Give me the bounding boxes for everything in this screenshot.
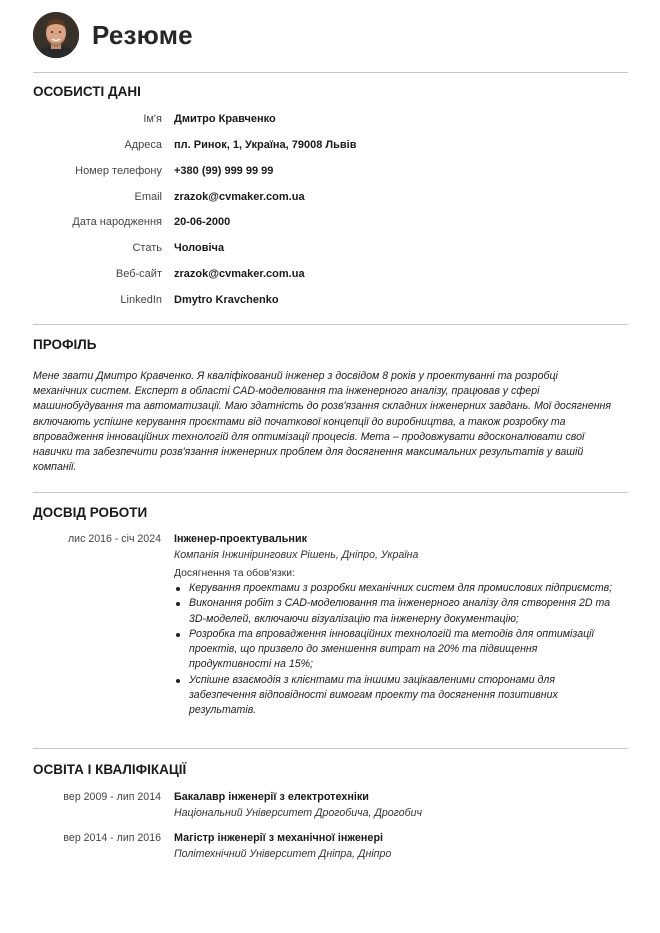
- bullet-icon: [176, 633, 180, 637]
- field-label: LinkedIn: [120, 294, 162, 306]
- education-degree: Магістр інженерії з механічної інженері: [174, 832, 384, 844]
- list-item: [174, 596, 630, 627]
- field-label: Email: [134, 191, 162, 203]
- education-school: Національний Університет Дрогобича, Дрогобич: [174, 807, 422, 819]
- section-divider: [33, 324, 628, 325]
- list-item-line: результатів.: [189, 704, 257, 717]
- experience-achievements-list: [174, 581, 630, 719]
- personal-row-website: [0, 265, 660, 283]
- education-date: вер 2009 - лип 2014: [63, 791, 161, 803]
- section-title-profile: ПРОФІЛЬ: [33, 337, 97, 352]
- profile-line: впровадження інноваційних технологій для оптимізації процесів. Мета – продовжувати вдосконалювати свої: [33, 430, 585, 443]
- list-item-line: проектів, що призвело до зменшення витрат на 20% та підвищення: [189, 643, 538, 656]
- education-school: Політехнічний Університет Дніпра, Дніпро: [174, 848, 392, 860]
- personal-row-birthdate: [0, 213, 660, 231]
- section-title-experience: ДОСВІД РОБОТИ: [33, 505, 148, 520]
- field-value: Дмитро Кравченко: [174, 113, 276, 125]
- list-item-line: 3D-моделей, включаючи візуалізацію та інженерну документацію;: [189, 612, 519, 625]
- experience-date: лис 2016 - січ 2024: [67, 533, 161, 545]
- list-item-line: Керування проектами з розробки механічних систем для промислових підприємств;: [189, 582, 613, 594]
- bullet-icon: [176, 602, 180, 606]
- list-item: [174, 673, 630, 719]
- field-label: Ім'я: [143, 113, 162, 125]
- list-item-line: Успішне взаємодія з клієнтами та іншими зацікавленими сторонами для: [189, 673, 556, 686]
- portrait-photo: [33, 12, 79, 58]
- profile-line: компанії.: [33, 461, 77, 474]
- profile-line: Мене звати Дмитро Кравченко. Я кваліфікований інженер з досвідом 8 років у проектуванні та розробці: [33, 370, 558, 382]
- profile-line: включають успішне керування проєктами від початкової концепції до виробництва, а також розробку та: [33, 415, 566, 428]
- page-title: Резюме: [92, 19, 193, 50]
- field-value: 20-06-2000: [174, 216, 231, 228]
- list-item-line: Виконання робіт з CAD-моделювання та інженерного аналізу для створення 2D та: [189, 597, 611, 610]
- section-title-personal: ОСОБИСТІ ДАНІ: [33, 84, 141, 99]
- avatar: [33, 12, 79, 58]
- list-item-line: продуктивності на 15%;: [189, 658, 313, 671]
- field-label: Стать: [132, 242, 162, 254]
- personal-row-address: [0, 136, 660, 154]
- education-date: вер 2014 - лип 2016: [63, 832, 161, 844]
- section-title-education: ОСВІТА І КВАЛІФІКАЦІЇ: [33, 762, 187, 777]
- field-value: Чоловіча: [174, 242, 225, 254]
- section-divider: [33, 748, 628, 749]
- personal-row-gender: [0, 239, 660, 257]
- bullet-icon: [176, 587, 180, 591]
- experience-title: Інженер-проектувальник: [174, 533, 307, 545]
- profile-summary: [33, 369, 629, 475]
- personal-row-phone: [0, 162, 660, 180]
- personal-row-linkedin: [0, 291, 660, 309]
- experience-subheading: Досягнення та обов'язки:: [174, 568, 295, 579]
- profile-line: навички та забезпечити розв'язання інженерних проблем для досягнення максимальних результатів у вашій: [33, 446, 584, 459]
- section-divider: [33, 492, 628, 493]
- field-label: Номер телефону: [75, 165, 162, 177]
- field-label: Адреса: [124, 139, 162, 151]
- profile-line: машинобудування та автоматизації. Маю здатність до розв'язання складних інженерних завдань. Мої досягнення: [33, 400, 612, 413]
- field-value: Dmytro Kravchenko: [174, 294, 279, 306]
- field-value: пл. Ринок, 1, Україна, 79008 Львів: [174, 139, 357, 151]
- field-value: +380 (99) 999 99 99: [174, 165, 274, 177]
- field-label: Веб-сайт: [115, 268, 162, 280]
- list-item-line: забезпечення відповідності вимогам проекту та досягнення позитивних: [189, 689, 558, 702]
- list-item: [174, 627, 630, 673]
- personal-row-email: [0, 188, 660, 206]
- list-item: [174, 581, 630, 596]
- personal-row-name: [0, 110, 660, 128]
- experience-company: Компанія Інжинірингових Рішень, Дніпро, Україна: [174, 549, 419, 561]
- field-value: zrazok@cvmaker.com.ua: [174, 191, 305, 203]
- section-divider: [33, 72, 628, 73]
- profile-line: механічних систем. Експерт в області CAD-моделювання та інженерного аналізу, працював у сфері: [33, 385, 540, 398]
- resume-header: [33, 12, 193, 58]
- bullet-icon: [176, 679, 180, 683]
- field-value: zrazok@cvmaker.com.ua: [174, 268, 305, 280]
- field-label: Дата народження: [72, 216, 162, 228]
- list-item-line: Розробка та впровадження інноваційних технологій та методів для оптимізації: [189, 627, 594, 640]
- education-degree: Бакалавр інженерії з електротехніки: [174, 791, 369, 803]
